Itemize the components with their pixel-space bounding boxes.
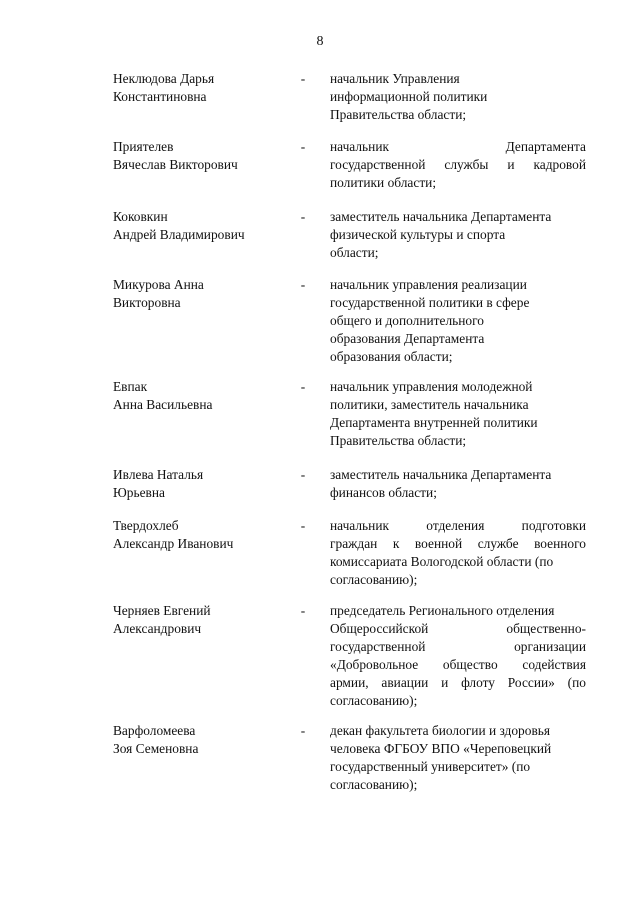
member-position-line: начальник управления молодежной <box>330 379 533 394</box>
separator-dash: - <box>300 277 306 292</box>
member-name-line: Неклюдова Дарья <box>113 71 215 86</box>
member-name <box>113 276 283 312</box>
member-position-line: государственной организации <box>330 639 586 654</box>
member-position-line: государственный университет» (по <box>330 759 531 774</box>
member-position-line: Правительства области; <box>330 433 467 448</box>
member-position-line: Департамента внутренней политики <box>330 415 538 430</box>
member-position-line: председатель Регионального отделения <box>330 603 555 618</box>
member-position-line: человека ФГБОУ ВПО «Череповецкий <box>330 741 552 756</box>
member-position-line: информационной политики <box>330 89 488 104</box>
member-name <box>113 208 283 244</box>
member-position-line: Общероссийской общественно- <box>330 621 586 636</box>
member-position-line: граждан к военной службе военного <box>330 536 586 551</box>
member-name-line: Варфоломеева <box>113 723 196 738</box>
member-name <box>113 722 283 758</box>
member-position <box>330 208 586 262</box>
member-position <box>330 138 586 192</box>
separator-dash: - <box>300 209 306 224</box>
member-position-line: области; <box>330 245 379 260</box>
member-name-line: Андрей Владимирович <box>113 227 245 242</box>
member-position-line: образования области; <box>330 349 453 364</box>
member-name-line: Юрьевна <box>113 485 165 500</box>
member-name-line: Александр Иванович <box>113 536 234 551</box>
member-name-line: Константиновна <box>113 89 207 104</box>
separator-dash: - <box>300 71 306 86</box>
page-number: 8 <box>316 34 324 49</box>
member-position <box>330 517 586 589</box>
member-position <box>330 378 586 450</box>
member-position-line: политики области; <box>330 175 437 190</box>
separator-dash: - <box>300 467 306 482</box>
member-name <box>113 138 283 174</box>
member-name-line: Приятелев <box>113 139 174 154</box>
separator-dash: - <box>300 518 306 533</box>
member-position-line: государственной политики в сфере <box>330 295 530 310</box>
member-position <box>330 70 586 124</box>
member-name <box>113 602 283 638</box>
member-name-line: Коковкин <box>113 209 168 224</box>
member-position-line: заместитель начальника Департамента <box>330 467 552 482</box>
member-name <box>113 378 283 414</box>
member-position-line: заместитель начальника Департамента <box>330 209 552 224</box>
member-position-line: финансов области; <box>330 485 437 500</box>
member-position-line: «Добровольное общество содействия <box>330 657 586 672</box>
member-position-line: начальник Управления <box>330 71 460 86</box>
member-position-line: образования Департамента <box>330 331 485 346</box>
member-name <box>113 70 283 106</box>
member-name-line: Черняев Евгений <box>113 603 211 618</box>
member-position-line: согласованию); <box>330 777 418 792</box>
member-position-line: комиссариата Вологодской области (по <box>330 554 554 569</box>
member-name-line: Александрович <box>113 621 202 636</box>
member-position-line: общего и дополнительного <box>330 313 484 328</box>
member-position-line: физической культуры и спорта <box>330 227 506 242</box>
member-position <box>330 602 586 710</box>
member-position-line: начальник отделения подготовки <box>330 518 586 533</box>
member-name-line: Твердохлеб <box>113 518 179 533</box>
member-position-line: начальник управления реализации <box>330 277 527 292</box>
member-name-line: Евпак <box>113 379 148 394</box>
member-position-line: армии, авиации и флоту России» (по <box>330 675 586 690</box>
member-position-line: декан факультета биологии и здоровья <box>330 723 551 738</box>
member-position-line: политики, заместитель начальника <box>330 397 529 412</box>
separator-dash: - <box>300 139 306 154</box>
member-position-line: государственной службы и кадровой <box>330 157 586 172</box>
member-name-line: Вячеслав Викторович <box>113 157 238 172</box>
separator-dash: - <box>300 723 306 738</box>
member-position <box>330 276 586 366</box>
member-name-line: Микурова Анна <box>113 277 204 292</box>
member-name-line: Зоя Семеновна <box>113 741 199 756</box>
member-position-line: согласованию); <box>330 693 418 708</box>
member-position-line: начальник Департамента <box>330 139 586 154</box>
member-position-line: согласованию); <box>330 572 418 587</box>
member-name-line: Анна Васильевна <box>113 397 213 412</box>
member-name-line: Ивлева Наталья <box>113 467 204 482</box>
member-name <box>113 517 283 553</box>
separator-dash: - <box>300 603 306 618</box>
separator-dash: - <box>300 379 306 394</box>
member-name-line: Викторовна <box>113 295 181 310</box>
member-position <box>330 722 586 794</box>
member-position-line: Правительства области; <box>330 107 467 122</box>
member-name <box>113 466 283 502</box>
member-position <box>330 466 586 502</box>
